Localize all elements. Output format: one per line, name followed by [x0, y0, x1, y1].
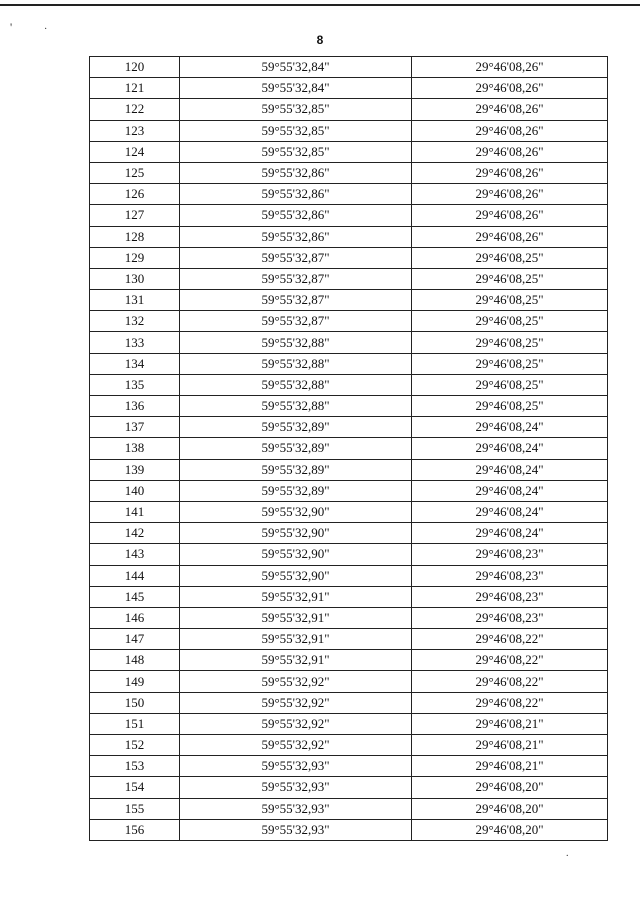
- longitude-cell: 29°46'08,21": [412, 735, 608, 756]
- latitude-cell: 59°55'32,85": [180, 120, 412, 141]
- table-row: [90, 756, 608, 777]
- point-number-cell: 135: [90, 374, 180, 395]
- latitude-cell: 59°55'32,92": [180, 692, 412, 713]
- table-row: [90, 290, 608, 311]
- latitude-cell: 59°55'32,85": [180, 141, 412, 162]
- table-row: [90, 480, 608, 501]
- table-row: [90, 629, 608, 650]
- longitude-cell: 29°46'08,23": [412, 586, 608, 607]
- latitude-cell: 59°55'32,93": [180, 798, 412, 819]
- point-number-cell: 133: [90, 332, 180, 353]
- longitude-cell: 29°46'08,23": [412, 565, 608, 586]
- point-number-cell: 143: [90, 544, 180, 565]
- table-row: [90, 396, 608, 417]
- longitude-cell: 29°46'08,24": [412, 459, 608, 480]
- latitude-cell: 59°55'32,86": [180, 205, 412, 226]
- latitude-cell: 59°55'32,89": [180, 417, 412, 438]
- longitude-cell: 29°46'08,25": [412, 290, 608, 311]
- table-row: [90, 798, 608, 819]
- point-number-cell: 134: [90, 353, 180, 374]
- point-number-cell: 125: [90, 162, 180, 183]
- table-row: [90, 438, 608, 459]
- latitude-cell: 59°55'32,85": [180, 99, 412, 120]
- longitude-cell: 29°46'08,26": [412, 57, 608, 78]
- latitude-cell: 59°55'32,87": [180, 247, 412, 268]
- latitude-cell: 59°55'32,89": [180, 480, 412, 501]
- point-number-cell: 152: [90, 735, 180, 756]
- point-number-cell: 141: [90, 501, 180, 522]
- table-row: [90, 819, 608, 840]
- table-row: [90, 565, 608, 586]
- point-number-cell: 148: [90, 650, 180, 671]
- table-row: [90, 247, 608, 268]
- point-number-cell: 123: [90, 120, 180, 141]
- point-number-cell: 140: [90, 480, 180, 501]
- table-row: [90, 523, 608, 544]
- point-number-cell: 138: [90, 438, 180, 459]
- longitude-cell: 29°46'08,25": [412, 332, 608, 353]
- table-row: [90, 268, 608, 289]
- latitude-cell: 59°55'32,86": [180, 162, 412, 183]
- point-number-cell: 121: [90, 78, 180, 99]
- point-number-cell: 156: [90, 819, 180, 840]
- table-row: [90, 57, 608, 78]
- longitude-cell: 29°46'08,26": [412, 162, 608, 183]
- point-number-cell: 146: [90, 607, 180, 628]
- point-number-cell: 147: [90, 629, 180, 650]
- latitude-cell: 59°55'32,84": [180, 57, 412, 78]
- longitude-cell: 29°46'08,24": [412, 501, 608, 522]
- longitude-cell: 29°46'08,26": [412, 120, 608, 141]
- latitude-cell: 59°55'32,87": [180, 311, 412, 332]
- longitude-cell: 29°46'08,25": [412, 353, 608, 374]
- point-number-cell: 128: [90, 226, 180, 247]
- point-number-cell: 151: [90, 713, 180, 734]
- longitude-cell: 29°46'08,24": [412, 438, 608, 459]
- point-number-cell: 122: [90, 99, 180, 120]
- latitude-cell: 59°55'32,87": [180, 290, 412, 311]
- longitude-cell: 29°46'08,22": [412, 650, 608, 671]
- latitude-cell: 59°55'32,86": [180, 184, 412, 205]
- latitude-cell: 59°55'32,89": [180, 459, 412, 480]
- table-row: [90, 671, 608, 692]
- point-number-cell: 153: [90, 756, 180, 777]
- table-row: [90, 417, 608, 438]
- longitude-cell: 29°46'08,24": [412, 523, 608, 544]
- longitude-cell: 29°46'08,25": [412, 374, 608, 395]
- longitude-cell: 29°46'08,25": [412, 268, 608, 289]
- point-number-cell: 144: [90, 565, 180, 586]
- table-row: [90, 374, 608, 395]
- point-number-cell: 139: [90, 459, 180, 480]
- table-row: [90, 141, 608, 162]
- latitude-cell: 59°55'32,91": [180, 650, 412, 671]
- point-number-cell: 132: [90, 311, 180, 332]
- point-number-cell: 149: [90, 671, 180, 692]
- longitude-cell: 29°46'08,22": [412, 671, 608, 692]
- table-row: [90, 99, 608, 120]
- scan-mark: ·: [44, 24, 48, 35]
- point-number-cell: 136: [90, 396, 180, 417]
- longitude-cell: 29°46'08,21": [412, 756, 608, 777]
- latitude-cell: 59°55'32,92": [180, 735, 412, 756]
- latitude-cell: 59°55'32,88": [180, 374, 412, 395]
- latitude-cell: 59°55'32,86": [180, 226, 412, 247]
- latitude-cell: 59°55'32,87": [180, 268, 412, 289]
- longitude-cell: 29°46'08,20": [412, 798, 608, 819]
- point-number-cell: 120: [90, 57, 180, 78]
- point-number-cell: 126: [90, 184, 180, 205]
- table-row: [90, 332, 608, 353]
- point-number-cell: 154: [90, 777, 180, 798]
- longitude-cell: 29°46'08,23": [412, 544, 608, 565]
- table-row: [90, 586, 608, 607]
- point-number-cell: 124: [90, 141, 180, 162]
- page-number: 8: [316, 33, 324, 47]
- longitude-cell: 29°46'08,26": [412, 78, 608, 99]
- longitude-cell: 29°46'08,20": [412, 819, 608, 840]
- table-row: [90, 184, 608, 205]
- scan-mark: .: [566, 848, 569, 859]
- latitude-cell: 59°55'32,92": [180, 671, 412, 692]
- latitude-cell: 59°55'32,93": [180, 819, 412, 840]
- longitude-cell: 29°46'08,22": [412, 692, 608, 713]
- longitude-cell: 29°46'08,25": [412, 247, 608, 268]
- longitude-cell: 29°46'08,23": [412, 607, 608, 628]
- point-number-cell: 155: [90, 798, 180, 819]
- latitude-cell: 59°55'32,88": [180, 332, 412, 353]
- table-row: [90, 544, 608, 565]
- longitude-cell: 29°46'08,24": [412, 417, 608, 438]
- latitude-cell: 59°55'32,90": [180, 565, 412, 586]
- table-row: [90, 162, 608, 183]
- latitude-cell: 59°55'32,90": [180, 501, 412, 522]
- latitude-cell: 59°55'32,88": [180, 396, 412, 417]
- longitude-cell: 29°46'08,26": [412, 99, 608, 120]
- coordinates-table: [89, 56, 608, 841]
- longitude-cell: 29°46'08,26": [412, 205, 608, 226]
- point-number-cell: 150: [90, 692, 180, 713]
- longitude-cell: 29°46'08,20": [412, 777, 608, 798]
- latitude-cell: 59°55'32,92": [180, 713, 412, 734]
- longitude-cell: 29°46'08,26": [412, 141, 608, 162]
- longitude-cell: 29°46'08,24": [412, 480, 608, 501]
- point-number-cell: 130: [90, 268, 180, 289]
- table-row: [90, 353, 608, 374]
- point-number-cell: 142: [90, 523, 180, 544]
- longitude-cell: 29°46'08,25": [412, 311, 608, 332]
- table-row: [90, 226, 608, 247]
- longitude-cell: 29°46'08,26": [412, 226, 608, 247]
- table-row: [90, 501, 608, 522]
- table-row: [90, 205, 608, 226]
- point-number-cell: 127: [90, 205, 180, 226]
- point-number-cell: 145: [90, 586, 180, 607]
- latitude-cell: 59°55'32,91": [180, 607, 412, 628]
- table-row: [90, 713, 608, 734]
- table-row: [90, 78, 608, 99]
- table-row: [90, 607, 608, 628]
- table-row: [90, 777, 608, 798]
- table-row: [90, 120, 608, 141]
- longitude-cell: 29°46'08,26": [412, 184, 608, 205]
- latitude-cell: 59°55'32,90": [180, 523, 412, 544]
- latitude-cell: 59°55'32,91": [180, 586, 412, 607]
- latitude-cell: 59°55'32,88": [180, 353, 412, 374]
- table-row: [90, 459, 608, 480]
- latitude-cell: 59°55'32,84": [180, 78, 412, 99]
- coordinates-table-body: [90, 57, 608, 841]
- latitude-cell: 59°55'32,93": [180, 756, 412, 777]
- table-row: [90, 650, 608, 671]
- scan-mark: ': [10, 20, 13, 34]
- point-number-cell: 131: [90, 290, 180, 311]
- point-number-cell: 129: [90, 247, 180, 268]
- latitude-cell: 59°55'32,91": [180, 629, 412, 650]
- latitude-cell: 59°55'32,93": [180, 777, 412, 798]
- latitude-cell: 59°55'32,89": [180, 438, 412, 459]
- longitude-cell: 29°46'08,21": [412, 713, 608, 734]
- table-row: [90, 692, 608, 713]
- table-row: [90, 735, 608, 756]
- table-row: [90, 311, 608, 332]
- longitude-cell: 29°46'08,25": [412, 396, 608, 417]
- point-number-cell: 137: [90, 417, 180, 438]
- longitude-cell: 29°46'08,22": [412, 629, 608, 650]
- latitude-cell: 59°55'32,90": [180, 544, 412, 565]
- top-border-line: [0, 4, 640, 6]
